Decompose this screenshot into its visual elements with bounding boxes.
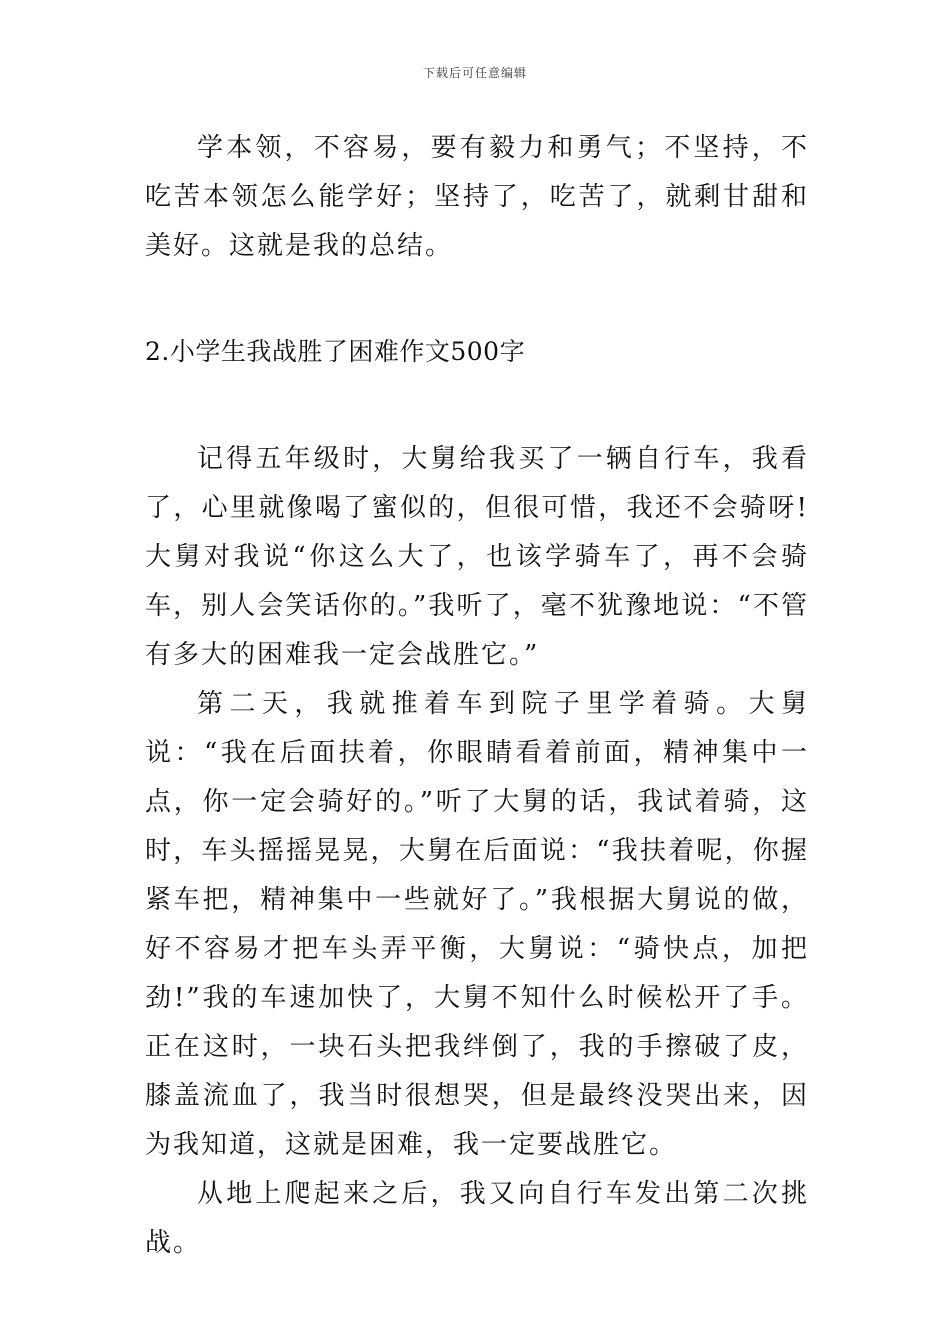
page-header: 下载后可任意编辑 <box>422 66 527 80</box>
spacer <box>145 271 809 327</box>
spacer <box>145 376 809 435</box>
paragraph-learning-ride: 第二天，我就推着车到院子里学着骑。大舅说：“我在后面扶着，你眼睛看着前面，精神集中一点，你一定会骑好的。”听了大舅的话，我试着骑，这时，车头摇摇晃晃，大舅在后面说：“我扶着呢，你握紧车把，精神集中一些就好了。”我根据大舅说的做，好不容易才把车头弄平衡，大舅说：“骑快点，加把劲!”我的车速加快了，大舅不知什么时候松开了手。正在这时，一块石头把我绊倒了，我的手擦破了皮，膝盖流血了，我当时很想哭，但是最终没哭出来，因为我知道，这就是困难，我一定要战胜它。 <box>145 689 809 1160</box>
paragraph-summary: 学本领，不容易，要有毅力和勇气；不坚持，不吃苦本领怎么能学好；坚持了，吃苦了，就剩甘甜和美好。这就是我的总结。 <box>145 133 809 261</box>
paragraph-bike-gift: 记得五年级时，大舅给我买了一辆自行车，我看了，心里就像喝了蜜似的，但很可惜，我还不会骑呀!大舅对我说“你这么大了，也该学骑车了，再不会骑车，别人会笑话你的。”我听了，毫不犹豫地说：“不管有多大的困难我一定会战胜它。” <box>145 444 809 670</box>
paragraph-second-try: 从地上爬起来之后，我又向自行车发出第二次挑战。 <box>145 1179 809 1258</box>
document-body <box>145 124 809 1268</box>
section-heading: 2.小学生我战胜了困难作文500字 <box>145 337 526 366</box>
